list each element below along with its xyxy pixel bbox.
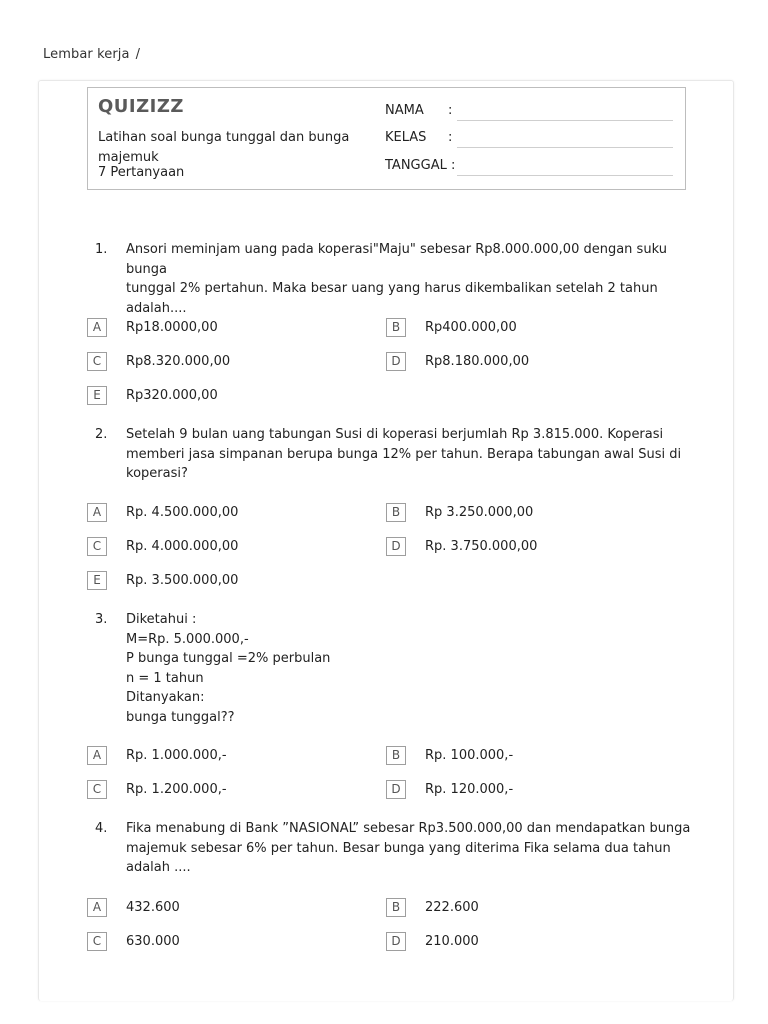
option-text: Rp. 3.500.000,00 [126, 573, 239, 588]
question-text: Setelah 9 bulan uang tabungan Susi di koperasi berjumlah Rp 3.815.000. Koperasi memberi jasa simpanan berupa bunga 12% per tahun. Berapa tabungan awal Susi di koperasi? [126, 427, 682, 481]
name-field [385, 103, 453, 118]
name-field-line [457, 120, 673, 121]
option-text: Rp. 1.000.000,- [126, 748, 227, 763]
option-letter: C [87, 537, 107, 556]
option-letter: B [386, 318, 406, 337]
name-field-label: NAMA [385, 103, 424, 118]
option-text: Rp8.320.000,00 [126, 354, 231, 369]
question-text: Ansori meminjam uang pada koperasi"Maju" sebesar Rp8.000.000,00 dengan suku bunga tunggal 2% pertahun. Maka besar uang yang harus dikembalikan setelah 2 tahun adalah.... [126, 242, 667, 316]
question-number: 4. [95, 821, 108, 836]
worksheet-header [87, 87, 686, 190]
date-field-line [457, 175, 673, 176]
option-text: 630.000 [126, 934, 180, 949]
question-text: Fika menabung di Bank ”NASIONAL” sebesar Rp3.500.000,00 dan mendapatkan bunga majemuk sebesar 6% per tahun. Besar bunga yang diterima Fika selama dua tahun adalah .... [126, 821, 691, 875]
option-letter: D [386, 780, 406, 799]
breadcrumb-root-link[interactable]: Lembar kerja [43, 47, 130, 62]
option-letter: C [87, 932, 107, 951]
option-letter: B [386, 746, 406, 765]
option-letter: C [87, 352, 107, 371]
worksheet-title: Latihan soal bunga tunggal dan bunga majemuk [98, 130, 350, 165]
option-letter: B [386, 898, 406, 917]
question-number: 2. [95, 427, 108, 442]
question-count: 7 Pertanyaan [98, 165, 185, 180]
option-letter: D [386, 932, 406, 951]
date-field [385, 158, 455, 173]
option-letter: A [87, 318, 107, 337]
option-text: Rp. 100.000,- [425, 748, 514, 763]
option-text: Rp 3.250.000,00 [425, 505, 534, 520]
option-letter: B [386, 503, 406, 522]
option-letter: A [87, 503, 107, 522]
question-text: Diketahui : M=Rp. 5.000.000,- P bunga tunggal =2% perbulan n = 1 tahun Ditanyakan: bunga tunggal?? [126, 612, 331, 725]
option-text: 210.000 [425, 934, 479, 949]
option-text: 222.600 [425, 900, 479, 915]
option-text: Rp. 3.750.000,00 [425, 539, 538, 554]
question-number: 3. [95, 612, 108, 627]
option-text: 432.600 [126, 900, 180, 915]
class-field-line [457, 147, 673, 148]
option-text: Rp18.0000,00 [126, 320, 218, 335]
date-field-label: TANGGAL : [385, 158, 456, 173]
class-field-colon: : [448, 130, 453, 145]
option-text: Rp. 4.500.000,00 [126, 505, 239, 520]
option-letter: D [386, 352, 406, 371]
class-field [385, 130, 453, 145]
question-number: 1. [95, 242, 108, 257]
option-letter: E [87, 571, 107, 590]
option-text: Rp400.000,00 [425, 320, 517, 335]
option-text: Rp. 120.000,- [425, 782, 514, 797]
class-field-label: KELAS [385, 130, 427, 145]
quizizz-logo: QUIZIZZ [98, 96, 184, 117]
option-letter: E [87, 386, 107, 405]
option-letter: D [386, 537, 406, 556]
option-text: Rp8.180.000,00 [425, 354, 530, 369]
option-letter: A [87, 898, 107, 917]
breadcrumb-separator: / [135, 47, 141, 62]
option-text: Rp320.000,00 [126, 388, 218, 403]
breadcrumb [43, 47, 140, 62]
option-letter: A [87, 746, 107, 765]
option-text: Rp. 4.000.000,00 [126, 539, 239, 554]
option-text: Rp. 1.200.000,- [126, 782, 227, 797]
option-letter: C [87, 780, 107, 799]
name-field-colon: : [448, 103, 453, 118]
